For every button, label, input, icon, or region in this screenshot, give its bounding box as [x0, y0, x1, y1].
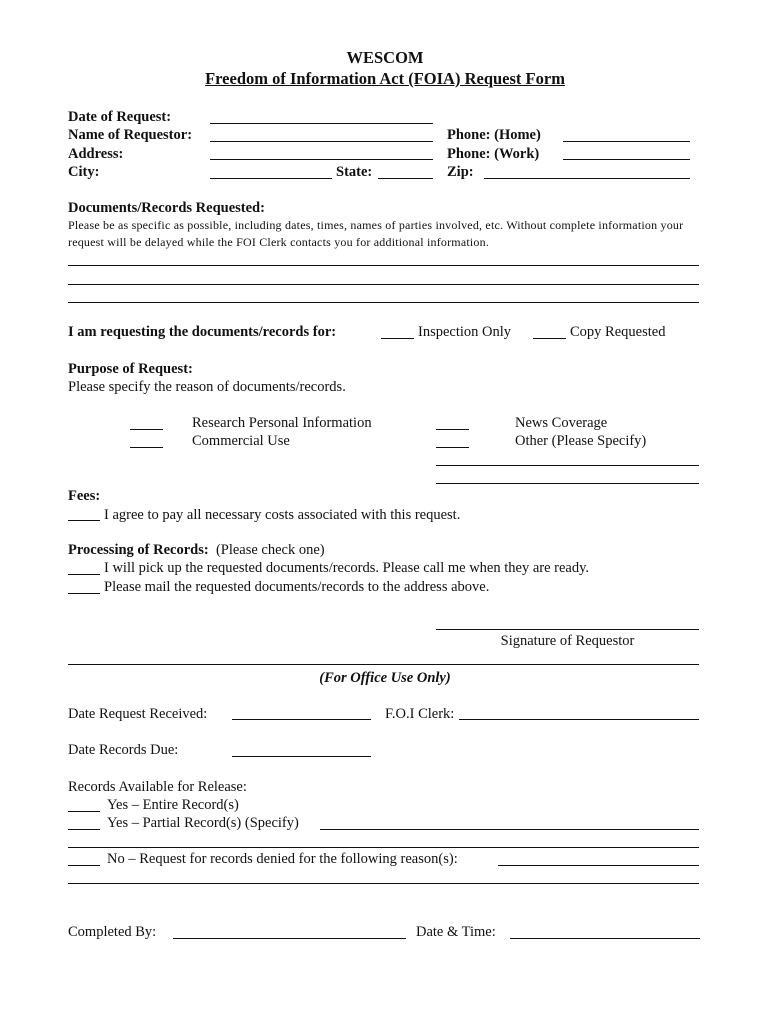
documents-line-2[interactable]	[68, 284, 699, 285]
denied-reason-line-1[interactable]	[498, 865, 699, 866]
pickup-label: I will pick up the requested documents/records. Please call me when they are ready.	[104, 560, 590, 576]
date-due-field[interactable]	[232, 756, 371, 757]
fees-agree-label: I agree to pay all necessary costs associated with this request.	[104, 507, 461, 523]
state-label: State:	[336, 164, 373, 180]
copy-label: Copy Requested	[570, 324, 666, 340]
phone-home-label: Phone: (Home)	[447, 127, 541, 143]
yes-partial-specify-line[interactable]	[320, 829, 699, 830]
phone-work-field[interactable]	[563, 159, 690, 160]
yes-partial-label: Yes – Partial Record(s) (Specify)	[107, 815, 299, 831]
yes-partial-checkbox[interactable]	[68, 829, 100, 830]
date-time-label: Date & Time:	[416, 924, 496, 940]
purpose-instructions: Please specify the reason of documents/records.	[68, 379, 346, 395]
other-checkbox[interactable]	[436, 447, 469, 448]
city-field[interactable]	[210, 178, 332, 179]
yes-entire-checkbox[interactable]	[68, 811, 100, 812]
name-of-requestor-label: Name of Requestor:	[68, 127, 193, 143]
completed-by-label: Completed By:	[68, 924, 157, 940]
denied-reason-line-2[interactable]	[68, 883, 699, 884]
commercial-checkbox[interactable]	[130, 447, 163, 448]
inspection-checkbox[interactable]	[381, 338, 414, 339]
documents-line-1[interactable]	[68, 265, 699, 266]
office-use-heading: (For Office Use Only)	[319, 670, 451, 686]
foi-clerk-label: F.O.I Clerk:	[385, 706, 455, 722]
other-specify-line-1[interactable]	[436, 465, 699, 466]
pickup-checkbox[interactable]	[68, 574, 100, 575]
fees-heading: Fees:	[68, 488, 101, 504]
request-type-label: I am requesting the documents/records for:	[68, 324, 337, 340]
zip-field[interactable]	[484, 178, 690, 179]
address-label: Address:	[68, 146, 124, 162]
news-checkbox[interactable]	[436, 429, 469, 430]
processing-note: (Please check one)	[215, 542, 325, 558]
commercial-label: Commercial Use	[192, 433, 290, 449]
signature-field[interactable]	[436, 629, 699, 630]
yes-entire-label: Yes – Entire Record(s)	[107, 797, 239, 813]
date-received-label: Date Request Received:	[68, 706, 208, 722]
mail-checkbox[interactable]	[68, 593, 100, 594]
no-denied-checkbox[interactable]	[68, 865, 100, 866]
copy-checkbox[interactable]	[533, 338, 566, 339]
name-of-requestor-field[interactable]	[210, 141, 433, 142]
purpose-heading: Purpose of Request:	[68, 361, 193, 377]
phone-work-label: Phone: (Work)	[447, 146, 540, 162]
completed-by-field[interactable]	[173, 938, 406, 939]
documents-instructions: Please be as specific as possible, including dates, times, names of parties involved, etc. Without complete information your request will be delayed while the FOI Clerk contacts you for additional information.	[68, 218, 684, 249]
inspection-label: Inspection Only	[418, 324, 512, 340]
date-of-request-field[interactable]	[210, 123, 433, 124]
date-of-request-label: Date of Request:	[68, 109, 172, 125]
processing-heading: Processing of Records:	[68, 542, 209, 558]
news-label: News Coverage	[515, 415, 608, 431]
partial-specify-line-2[interactable]	[68, 847, 699, 848]
available-label: Records Available for Release:	[68, 779, 247, 795]
documents-line-3[interactable]	[68, 302, 699, 303]
form-title: Freedom of Information Act (FOIA) Request Form	[205, 69, 565, 88]
research-checkbox[interactable]	[130, 429, 163, 430]
signature-label: Signature of Requestor	[500, 633, 635, 649]
fees-agree-checkbox[interactable]	[68, 520, 100, 521]
city-label: City:	[68, 164, 100, 180]
phone-home-field[interactable]	[563, 141, 690, 142]
research-label: Research Personal Information	[192, 415, 372, 431]
mail-label: Please mail the requested documents/records to the address above.	[104, 579, 490, 595]
documents-heading: Documents/Records Requested:	[68, 200, 265, 216]
office-divider	[68, 664, 699, 665]
date-time-field[interactable]	[510, 938, 700, 939]
date-due-label: Date Records Due:	[68, 742, 179, 758]
date-received-field[interactable]	[232, 719, 371, 720]
address-field[interactable]	[210, 159, 433, 160]
other-label: Other (Please Specify)	[515, 433, 647, 449]
no-denied-label: No – Request for records denied for the following reason(s):	[107, 851, 458, 867]
foi-clerk-field[interactable]	[459, 719, 699, 720]
processing-heading-row	[68, 541, 325, 559]
zip-label: Zip:	[447, 164, 474, 180]
org-name: WESCOM	[346, 48, 424, 67]
other-specify-line-2[interactable]	[436, 483, 699, 484]
state-field[interactable]	[378, 178, 433, 179]
